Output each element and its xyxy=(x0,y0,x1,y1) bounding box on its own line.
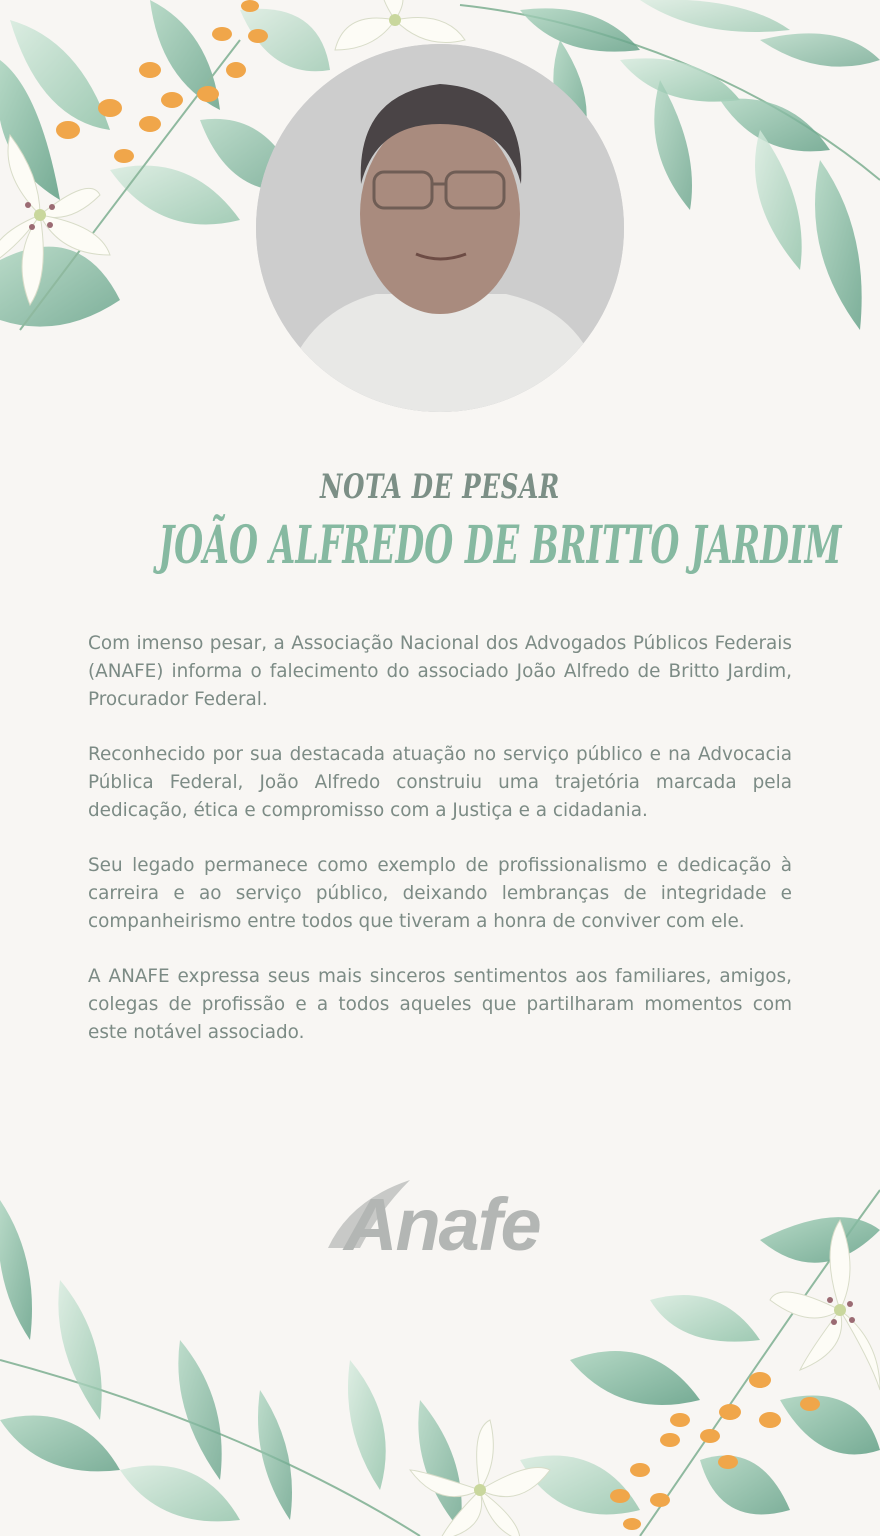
paragraph: A ANAFE expressa seus mais sinceros sentimentos aos familiares, amigos, colegas de profissão e a todos aqueles que partilharam momentos com este notável associado. xyxy=(88,966,792,1043)
logo-text: Anafe xyxy=(344,1183,540,1260)
paragraph: Seu legado permanece como exemplo de profissionalismo e dedicação à carreira e ao serviço público, deixando lembranças de integridade e companheirismo entre todos que tiveram a honra de conviver com ele. xyxy=(88,855,792,932)
heading: NOTA DE PESAR xyxy=(320,467,560,507)
paragraph: Com imenso pesar, a Associação Nacional dos Advogados Públicos Federais (ANAFE) informa o falecimento do associado João Alfredo de Britto Jardim, Procurador Federal. xyxy=(88,633,792,710)
deceased-name: JOÃO ALFREDO DE BRITTO JARDIM xyxy=(158,515,842,576)
paragraph: Reconhecido por sua destacada atuação no serviço público e na Advocacia Pública Federal, João Alfredo construiu uma trajetória marcada pela dedicação, ética e compromisso com a Justiça e a cidadania. xyxy=(88,744,792,821)
anafe-logo xyxy=(320,1170,560,1260)
portrait-photo xyxy=(256,44,624,412)
title-block xyxy=(0,462,880,578)
message-body xyxy=(88,630,792,1074)
